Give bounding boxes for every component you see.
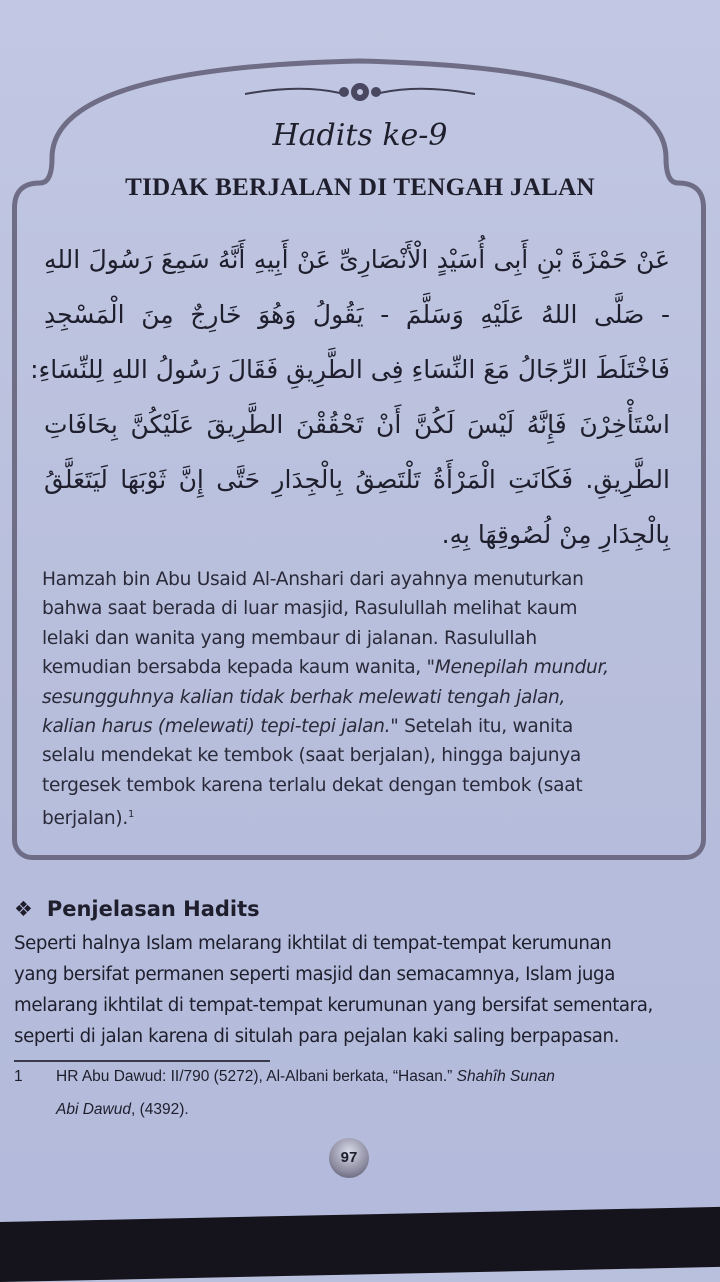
footnote-text — [56, 1060, 555, 1126]
translation-line: bahwa saat berada di luar masjid, Rasulullah melihat kaum — [42, 598, 578, 620]
hadith-number-title: Hadits ke-9 — [272, 118, 448, 153]
translation-span: Setelah itu, wanita — [398, 716, 573, 738]
hadith-subtitle: TIDAK BERJALAN DI TENGAH JALAN — [125, 174, 595, 201]
paragraph-line: seperti di jalan karena di situlah para pejalan kaki saling berpapasan. — [14, 1026, 620, 1047]
footnote-number: 1 — [14, 1068, 23, 1085]
translation-line: Hamzah bin Abu Usaid Al-Anshari dari ayahnya menuturkan — [42, 569, 584, 590]
section-heading-text: Penjelasan Hadits — [46, 897, 260, 921]
arabic-line: - صَلَّى اللهُ عَلَيْهِ وَسَلَّمَ - يَقُولُ وَهُوَ خَارِجٌ مِنَ الْمَسْجِدِ — [44, 300, 670, 329]
translation-line — [42, 683, 682, 712]
translation-line: lelaki dan wanita yang membaur di jalanan. Rasulullah — [42, 627, 537, 649]
footnote-source: Abi Dawud — [56, 1101, 131, 1118]
quote-span: "Menepilah mundur, — [426, 657, 609, 679]
arabic-line: عَنْ حَمْزَةَ بْنِ أَبِى أُسَيْدٍ الْأَنْصَارِىِّ عَنْ أَبِيهِ أَنَّهُ سَمِعَ رَسُولَ اللهِ — [44, 245, 670, 274]
translation-span: berjalan). — [42, 808, 128, 830]
translation-line — [42, 653, 682, 682]
paragraph-line: Seperti halnya Islam melarang ikhtilat di tempat-tempat kerumunan — [14, 933, 612, 954]
paragraph-line: melarang ikhtilat di tempat-tempat kerumunan yang bersifat sementara, — [14, 995, 653, 1016]
floral-ornament-icon — [240, 80, 480, 104]
translation-span: kemudian bersabda kepada kaum wanita, — [42, 657, 427, 679]
translation-line — [42, 712, 682, 741]
quote-span: sesungguhnya kalian tidak berhak melewati tengah jalan, — [42, 686, 566, 708]
quote-span: kalian harus (melewati) tepi-tepi jalan." — [42, 716, 399, 738]
arabic-line: بِالْجِدَارِ مِنْ لُصُوقِهَا بِهِ. — [441, 520, 670, 549]
page-number: 97 — [329, 1138, 369, 1178]
arabic-hadith-text — [30, 232, 670, 562]
footnote-span: HR Abu Dawud: II/790 (5272), Al-Albani berkata, “Hasan.” — [56, 1068, 457, 1085]
translation-line: tergesek tembok karena terlalu dekat dengan tembok (saat — [42, 774, 583, 796]
footnote-span: , (4392). — [130, 1101, 189, 1118]
translation-line: selalu mendekat ke tembok (saat berjalan), hingga bajunya — [42, 745, 581, 767]
arabic-line: الطَّرِيقِ. فَكَانَتِ الْمَرْأَةُ تَلْتَصِقُ بِالْجِدَارِ حَتَّى إِنَّ ثَوْبَهَا لَيَتَعَلَّقُ — [44, 465, 670, 494]
footnote-ref[interactable]: 1 — [127, 809, 135, 821]
translation-line — [42, 800, 682, 834]
paragraph-line: yang bersifat permanen seperti masjid dan semacamnya, Islam juga — [14, 964, 615, 985]
explanation-paragraph — [14, 928, 704, 1052]
section-heading — [14, 897, 260, 921]
arabic-line: فَاخْتَلَطَ الرِّجَالُ مَعَ النِّسَاءِ فِى الطَّرِيقِ فَقَالَ رَسُولُ اللهِ لِلنِّسَاءِ: — [30, 355, 670, 384]
arabic-line: اسْتَأْخِرْنَ فَإِنَّهُ لَيْسَ لَكُنَّ أَنْ تَحْقُقْنَ الطَّرِيقَ عَلَيْكُنَّ بِحَافَاتِ — [44, 410, 670, 439]
translation-text — [42, 565, 682, 834]
diamond-bullet-icon: ❖ — [14, 897, 33, 921]
footnote-source: Shahîh Sunan — [456, 1068, 555, 1085]
